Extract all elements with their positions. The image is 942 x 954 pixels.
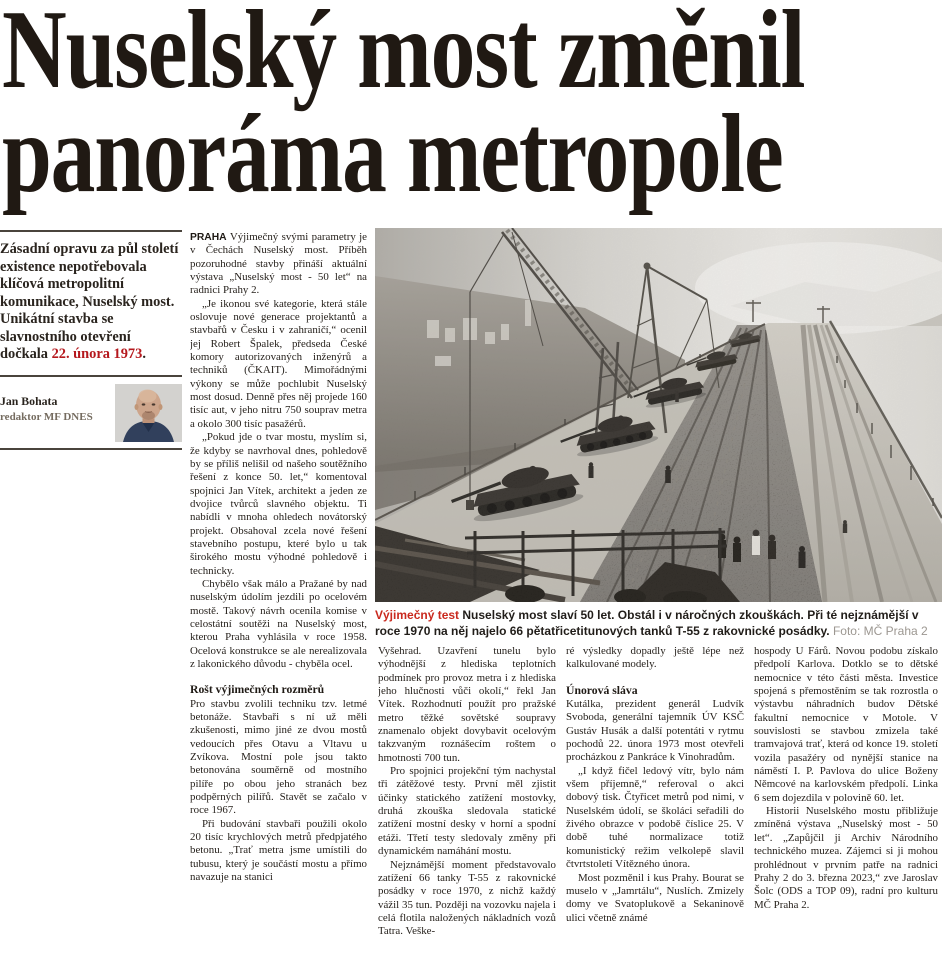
article-column-3 — [566, 645, 744, 954]
standfirst — [0, 241, 182, 364]
bridge-construction-photo — [375, 228, 942, 602]
byline-text — [0, 384, 93, 423]
author-name: Jan Bohata — [0, 393, 58, 408]
dateline: PRAHA — [190, 232, 227, 243]
photo-credit: Foto: MČ Praha 2 — [832, 624, 928, 638]
byline — [0, 384, 182, 442]
article-column-2 — [378, 645, 556, 954]
article-paragraph: „I když fičel ledový vítr, bylo nám všem příjemně,“ referoval o akci dobový tisk. Čtyřicet metrů pod nimi, v Nuselském údolí, se školáci seřadili do živého obrazce v podobě číslice 25. V době tuhé normalizace totiž komunistický režim velkolepě slavil čtvrtstoletí Vítězného února. — [566, 764, 744, 871]
standfirst-rail — [0, 230, 182, 450]
section-subhead: Rošt výjimečných rozměrů — [190, 683, 325, 697]
article-paragraph: hospody U Fárů. Novou podobu získalo předpolí Karlova. Dotklo se to dětské nemocnice v této části města. Investice spojená s přemostěním se tak rozrostla o výstavbu náhradních budov Dětské fakultní nemocnice v Motole. V souvislosti se stavbou zmizela také tramvajová trať, která od konce 19. století vozila pasažéry od nynější stanice na náměstí I. P. Pavlova do ulice Boženy Němcové na karlovském předpolí. Linka 6 sem dojezdila v polovině 60. let. — [754, 645, 938, 804]
paragraph-text: Výjimečný svými parametry je v Čechách Nuselský most. Příběh pozoruhodné stavby přináší aktuální výstava „Nuselský most - 50 let“ na radnici Prahy 2. — [190, 231, 367, 297]
caption-text: Nuselský most slaví 50 let. Obstál i v náročných zkouškách. Při té nejznámější v roce 1970 na něj najelo 66 pětatřicetitunových tanků T-55 z rakovnické posádky. — [375, 608, 919, 638]
article-paragraph: Pro spojnici projekční tým nachystal tři zátěžové testy. První měl zjistit účinky statického zatížení mostovky, druhá zkouška sledovala statické zatížení mostní desky v horní a spodní etáži. Třetí testy sledovaly změny při dynamickém namáhání mostu. — [378, 765, 556, 858]
article-paragraph: Historii Nuselského mostu přibližuje zmíněná výstava „Nuselský most - 50 let“. „Zapůjčil ji Archiv Národního technického muzea. Zájemci si ji mohou prohlédnout v prvním patře na radnici Prahy 2 do 3. března 2023,“ zve Jaroslav Šolc (ODS a TOP 09), radní pro kulturu MČ Praha 2. — [754, 805, 938, 911]
standfirst-date: 22. února 1973 — [51, 346, 143, 362]
caption-label: Výjimečný test — [375, 608, 460, 622]
divider — [0, 448, 182, 450]
headline-line-2: panoráma metropole — [2, 92, 783, 217]
article-paragraph: Pro stavbu zvolili techniku tzv. letmé betonáže. Stavbaři s ní už měli zkušenosti, mimo jiné ze dvou mostů vedoucích přes Otavu a Vltavu u Zvíkova. Mostní pole jsou takto betonována souměrně od mostního pilíře po obou jeho stranách bez podpěrných pilířů. Stavět se začalo v roce 1967. — [190, 697, 367, 817]
article-paragraph — [190, 231, 367, 298]
article-paragraph: „Pokud jde o tvar mostu, myslím si, že kdyby se navrhoval dnes, pohledově by se příliš nelišil od našeho soutěžního řešení z konce 50. let,“ komentoval spojnici Jan Vítek, architekt a jeden ze dvojice tvůrců slavného objektu. Ti nabídli v mnoha ohledech novátorský projekt. Obsahoval zcela nové řešení stavebního postupu, které bylo u tak širokého mostu výhodné pohledově i technicky. — [190, 431, 367, 577]
headline — [2, 0, 805, 217]
article-paragraph: ré výsledky dopadly ještě lépe než kalkulované modely. — [566, 645, 744, 671]
article-paragraph: „Je ikonou své kategorie, která stále oslovuje nové generace projektantů a stavbařů v Česku i v zahraničí,“ ocenil jej Robert Špalek, předseda České komory autorizovaných inženýrů a techniků (ČKAIT). Mimořádnými výkony se může pochlubit Nuselský most dosud. Denně přes něj projede 160 tisíc aut, v jeho nitru 750 souprav metra a okolo 300 tisíc pasažérů. — [190, 297, 367, 430]
divider — [0, 375, 182, 377]
article-column-4 — [754, 645, 938, 954]
photo-caption — [375, 607, 942, 639]
divider — [0, 230, 182, 232]
article-paragraph: Při budování stavbaři použili okolo 20 tisíc krychlových metrů předpjatého betonu. „Trať metra jsme umístili do tubusu, který je součástí mostu a přímo navazuje na stanici — [190, 817, 367, 884]
standfirst-text: Zásadní opravu za půl století existence nepotřebovala klíčová metropolitní komunikace, Nuselský most. Unikátní stavba se slavnostního otevření dočkala — [0, 241, 179, 362]
article-paragraph: Nejznámější moment představovalo zatížení 66 tanky T-55 z rakovnické posádky v roce 1970, z nichž každý vážil 35 tun. Později na vozovku najela i celá flotila naložených nákladních vozů Tatra. Veške- — [378, 858, 556, 938]
section-subhead: Únorová sláva — [566, 683, 638, 697]
film-grain — [375, 228, 942, 602]
article-column-1 — [190, 231, 367, 954]
article-paragraph: Kutálka, prezident generál Ludvík Svoboda, generální tajemník ÚV KSČ Gustáv Husák a další potentáti v rytmu pochodů 22. února 1973 most otevřeli procházkou z Pankráce k Vinohradům. — [566, 698, 744, 764]
article-paragraph: Most pozměnil i kus Prahy. Bourat se muselo v „Jamrtálu“, Nuslích. Zmizely domy ve Svatoplukově a Sekaninově ulici včetně známé — [566, 871, 744, 924]
author-portrait — [115, 384, 182, 442]
article-paragraph: Chybělo však málo a Pražané by nad nuselským údolím jezdili po ocelovém mostě. Takový návrh ocenila komise v celostátní soutěži na Nuselský most, kterou Praha vyhlásila v roce 1958. Ocelová konstrukce se ale nerealizovala z lakonického důvodu - chyběla ocel. — [190, 577, 367, 670]
article-paragraph: Vyšehrad. Uzavření tunelu bylo výhodnější z hlediska teplotních podmínek pro provoz metra i z hlediska jeho hlučnosti vůči okolí,“ řekl Jan Vítek. Rozhodnutí použít pro pražské metro těžké sovětské soupravy znamenalo objekt dovybavit ocelovým takzvaným roznášecím roštem o hmotnosti 700 tun. — [378, 645, 556, 764]
author-role: redaktor MF DNES — [0, 410, 93, 423]
headline-line-1: Nuselský most změnil — [2, 0, 805, 112]
standfirst-period: . — [142, 346, 146, 362]
